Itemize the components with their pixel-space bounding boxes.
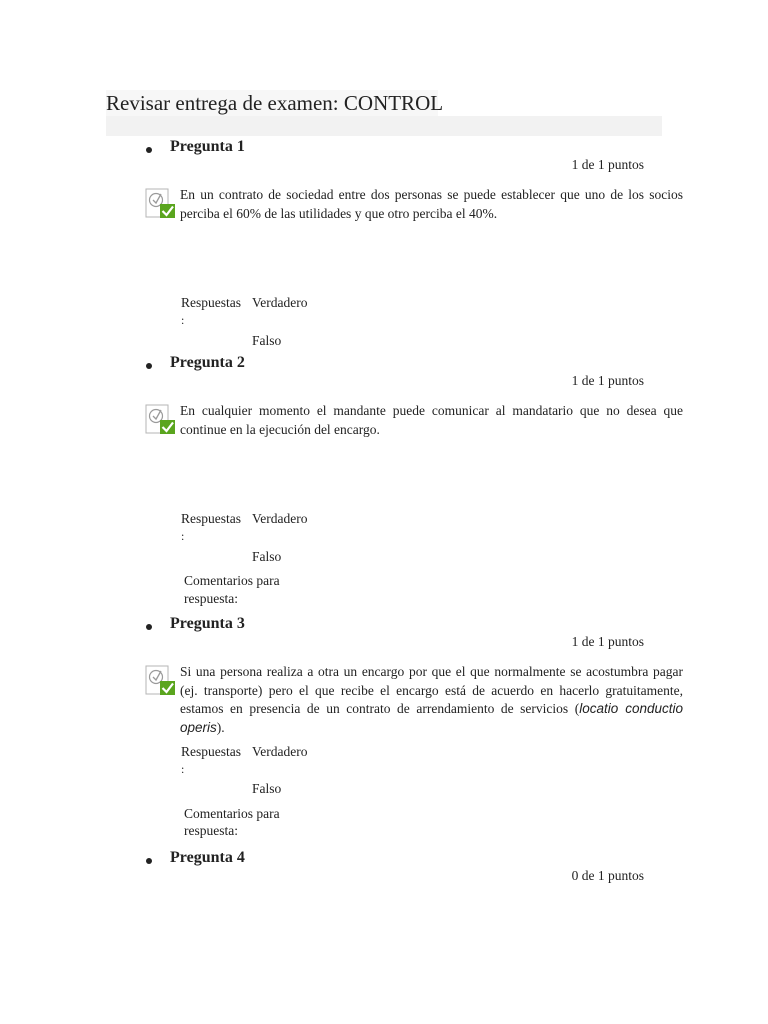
question-title: Pregunta 1	[170, 138, 245, 155]
comments-label-line1: Comentarios para	[184, 806, 280, 821]
comments-label-line2: respuesta:	[184, 591, 238, 606]
correct-check-icon	[144, 186, 177, 219]
bullet	[146, 624, 152, 630]
bullet	[146, 858, 152, 864]
page-title: Revisar entrega de examen: CONTROL	[106, 91, 444, 115]
answers-colon: :	[181, 529, 185, 543]
question-points: 1 de 1 puntos	[571, 157, 644, 172]
question-points: 1 de 1 puntos	[571, 373, 644, 388]
answers-label: Respuestas	[181, 295, 241, 310]
correct-check-icon	[144, 402, 177, 435]
question-text: En cualquier momento el mandante puede comunicar al mandatario que no desea que continue en la ejecución del encargo.	[180, 403, 683, 437]
option-falso: Falso	[252, 549, 282, 564]
question-points: 1 de 1 puntos	[571, 634, 644, 649]
question-title: Pregunta 4	[170, 849, 245, 866]
bullet	[146, 147, 152, 153]
option-falso: Falso	[252, 781, 282, 796]
answers-colon: :	[181, 762, 185, 776]
option-verdadero: Verdadero	[252, 295, 308, 310]
bullet	[146, 363, 152, 369]
comments-label-line2: respuesta:	[184, 823, 238, 838]
question-text: En un contrato de sociedad entre dos personas se puede establecer que uno de los socios perciba el 60% de las utilidades y que otro perciba el 40%.	[180, 187, 683, 221]
option-verdadero: Verdadero	[252, 511, 308, 526]
title-band	[106, 116, 662, 136]
comments-label-line1: Comentarios para	[184, 573, 280, 588]
question-text-part: ).	[216, 719, 225, 735]
question-points: 0 de 1 puntos	[571, 868, 644, 883]
option-falso: Falso	[252, 333, 282, 348]
answers-label: Respuestas	[181, 744, 241, 759]
question-text-part: Si una persona realiza a otra un encargo por que el que normalmente se acostumbra pagar (ej. transporte) pero el que recibe el encargo está de acuerdo en hacerlo gratuitamente, estamos en presencia de un contrato de arrendamiento de servicios (	[180, 664, 683, 716]
question-text	[180, 663, 683, 737]
correct-check-icon	[144, 663, 177, 696]
answers-colon: :	[181, 313, 185, 327]
option-verdadero: Verdadero	[252, 744, 308, 759]
question-title: Pregunta 2	[170, 354, 245, 371]
answers-label: Respuestas	[181, 511, 241, 526]
question-text-emphasis: locatio conductio operis	[180, 701, 683, 735]
question-title: Pregunta 3	[170, 615, 245, 632]
